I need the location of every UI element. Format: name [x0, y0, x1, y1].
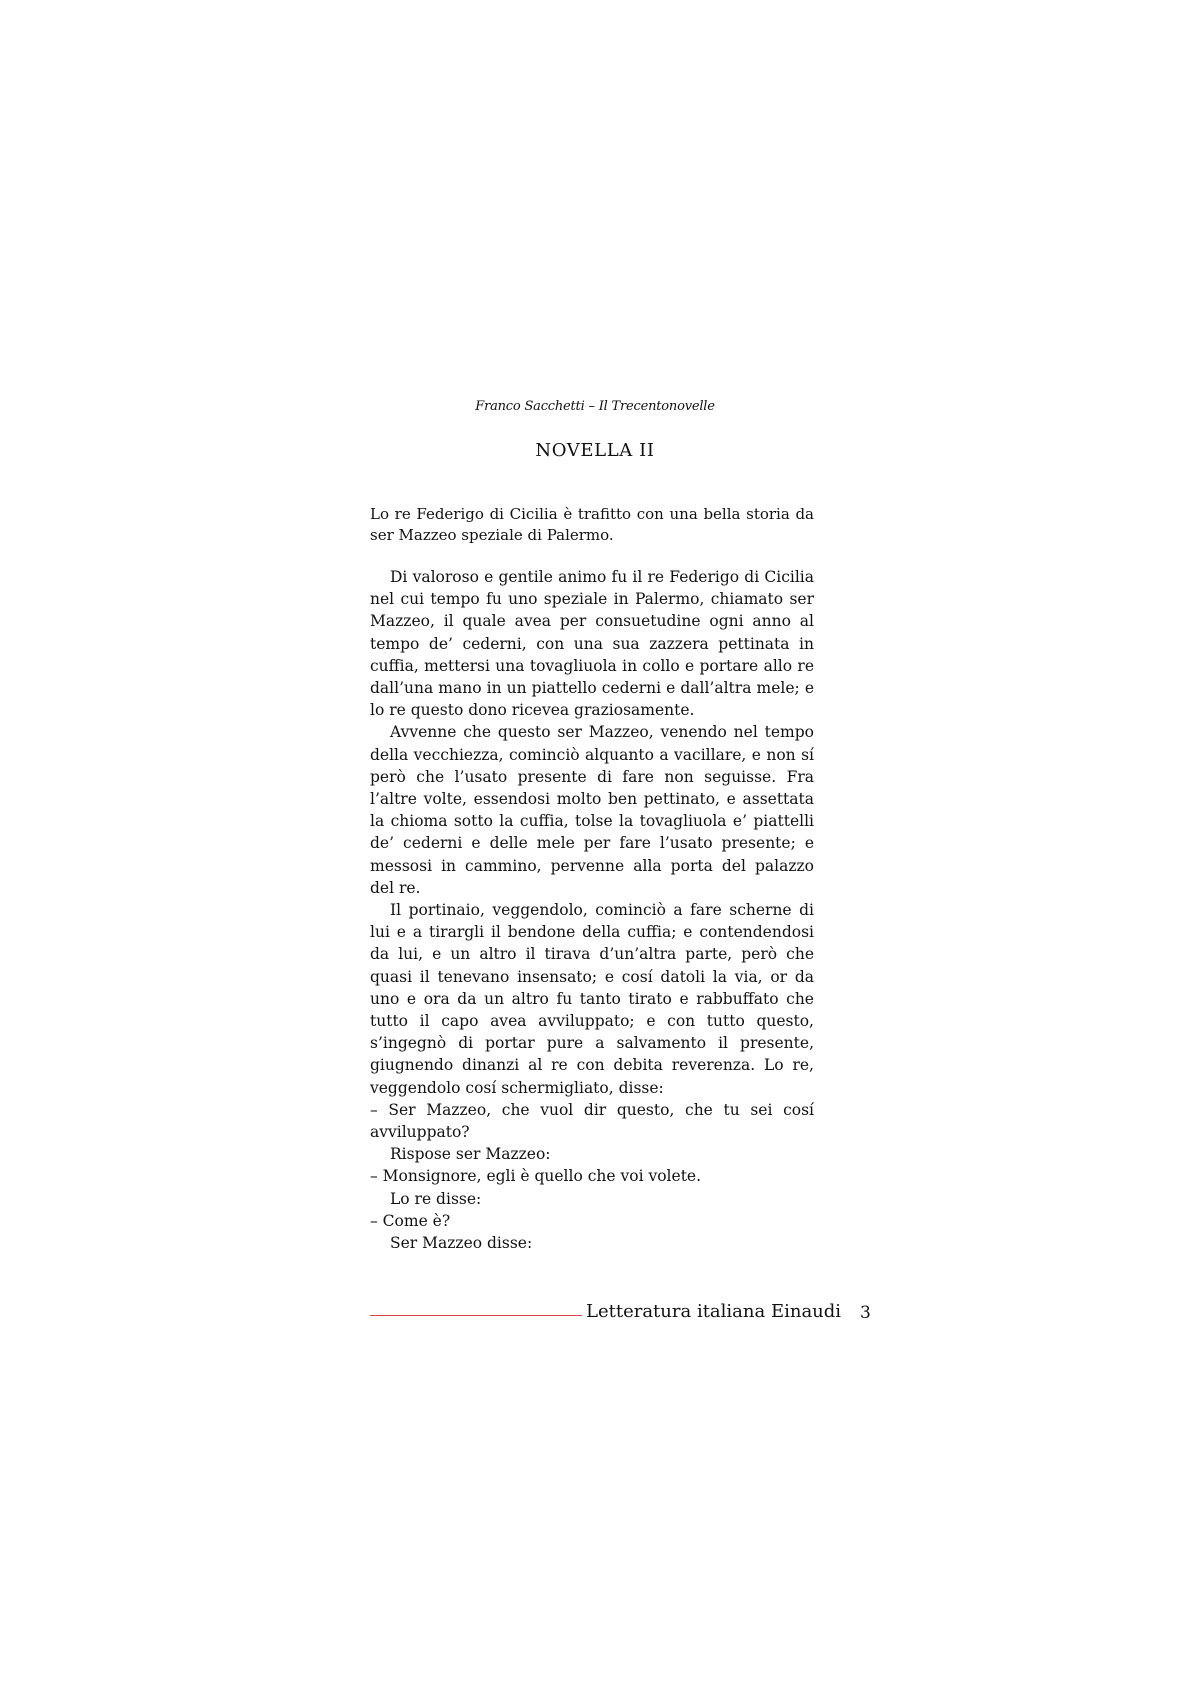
dialogue-line: – Monsignore, egli è quello che voi volete. [370, 1167, 702, 1186]
paragraph: Avvenne che questo ser Mazzeo, venendo nel tempo della vecchiezza, cominciò alquanto a vacillare, e non sí però che l’usato presente di fare non seguisse. Fra l’altre volte, essendosi molto ben pettinato, e assettata la chioma sotto la cuffia, tolse la tovagliuola e’ piattelli de’ cederni e delle mele per fare l’usato presente; e messosi in cammino, pervenne alla porta del palazzo del re. [370, 723, 814, 897]
paragraph: Di valoroso e gentile animo fu il re Federigo di Cicilia nel cui tempo fu uno speziale in Palermo, chiamato ser Mazzeo, il quale avea per consuetudine ogni anno al tempo de’ cederni, con una sua zazzera pettinata in cuffia, mettersi una tovagliuola in collo e portare allo re dall’una mano in un piattello cederni e dall’altra mele; e lo re questo dono ricevea graziosamente. [370, 568, 814, 720]
dialogue-line: – Come è? [370, 1211, 451, 1230]
body-text [370, 566, 814, 1254]
page-number: 3 [860, 1303, 871, 1323]
footer-rule [370, 1315, 582, 1316]
page-header: Franco Sacchetti – Il Trecentonovelle [475, 399, 715, 414]
paragraph: Ser Mazzeo disse: [390, 1234, 533, 1253]
chapter-title: NOVELLA II [535, 440, 655, 461]
chapter-summary: Lo re Federigo di Cicilia è trafitto con una bella storia da ser Mazzeo speziale di Palermo. [370, 505, 814, 544]
paragraph: Il portinaio, veggendolo, cominciò a fare scherne di lui e a tirargli il bendone della cuffia; e contendendosi da lui, e un altro il tirava d’un’altra parte, però che quasi il tenevano insensato; e cosí datoli la via, or da uno e ora da un altro fu tanto tirato e rabbuffato che tutto il capo avea avviluppato; e con tutto questo, s’ingegnò di portar pure a salvamento il presente, giugnendo dinanzi al re con debita reverenza. Lo re, veggendolo cosí schermigliato, disse: [370, 901, 814, 1097]
paragraph: Lo re disse: [390, 1189, 482, 1208]
footer-publisher: Letteratura italiana Einaudi [586, 1301, 842, 1322]
paragraph: Rispose ser Mazzeo: [390, 1145, 551, 1164]
page-footer [370, 1301, 870, 1331]
dialogue-line: – Ser Mazzeo, che vuol dir questo, che tu sei cosí avviluppato? [370, 1100, 814, 1142]
